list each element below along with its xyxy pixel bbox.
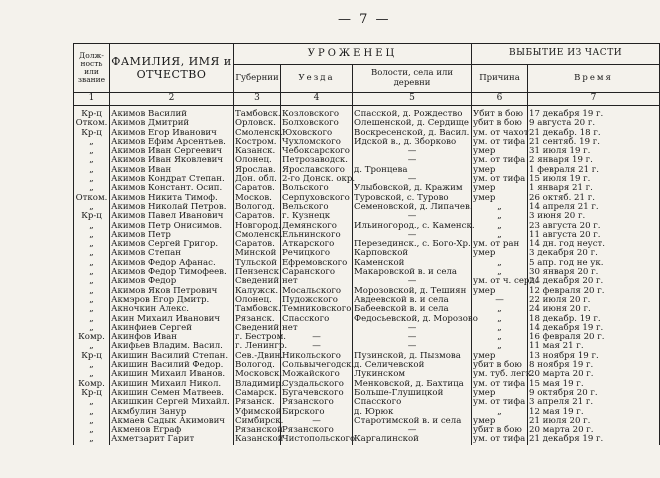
village-cell: Карповской bbox=[353, 249, 472, 258]
name-cell: Акишин Василий Федор. bbox=[110, 361, 234, 370]
reason-cell: ум. от тифа bbox=[472, 380, 528, 389]
name-cell: Акмаев Садык Акимович bbox=[110, 417, 234, 426]
reason-cell: „ bbox=[472, 408, 528, 417]
village-cell: Федосьевской, д. Морозово bbox=[354, 313, 478, 324]
reason-cell: умер bbox=[472, 194, 528, 203]
reason-cell: ум. от ч. серд. bbox=[473, 276, 538, 287]
rank-cell: Кр-ц bbox=[74, 129, 110, 138]
province-cell: Казанской bbox=[235, 434, 284, 445]
village-cell: Лукинском bbox=[353, 370, 472, 379]
province-cell: Самарск. bbox=[234, 389, 281, 398]
date-cell: 18 декабр. 19 г. bbox=[528, 315, 660, 324]
date-cell: 30 января 20 г. bbox=[528, 268, 660, 277]
name-cell: Акимов Яков Петрович bbox=[110, 287, 234, 296]
district-cell: Демянского bbox=[281, 222, 353, 231]
reason-cell: умер bbox=[472, 389, 528, 398]
province-cell: Саратов. bbox=[234, 212, 281, 221]
district-cell: — bbox=[281, 417, 353, 426]
date-cell: 14 дн. год неуст. bbox=[528, 240, 660, 249]
reason-cell: умер bbox=[472, 184, 528, 193]
reason-cell: „ bbox=[472, 324, 528, 333]
reason-cell: „ bbox=[472, 333, 528, 342]
date-cell: 1 февраля 21 г. bbox=[528, 166, 660, 175]
col-number: 2 bbox=[110, 93, 234, 106]
province-cell: Олонец. bbox=[234, 156, 281, 165]
village-cell: Олешенской, д. Сердище bbox=[353, 119, 472, 128]
name-cell: Акмбулин Занур bbox=[110, 408, 234, 417]
rank-cell: „ bbox=[74, 147, 110, 156]
table-row bbox=[74, 106, 660, 120]
province-cell: Пензенск. bbox=[235, 267, 282, 278]
district-cell: Вельского bbox=[281, 203, 353, 212]
rank-cell: „ bbox=[74, 175, 110, 184]
village-cell: Морозовской, д. Тешиян bbox=[353, 287, 472, 296]
village-cell: — bbox=[353, 324, 472, 333]
reason-cell: умер bbox=[472, 249, 528, 258]
date-cell: 5 апр. год не ук. bbox=[528, 259, 660, 268]
village-cell: Больше-Глушицкой bbox=[353, 389, 472, 398]
village-cell: Каменской bbox=[353, 259, 472, 268]
date-cell: 21 декабря 19 г. bbox=[528, 435, 660, 444]
province-cell: Олонец. bbox=[234, 296, 281, 305]
rank-cell: Кр-ц bbox=[74, 389, 110, 398]
name-cell: Акимов Кондрат Степан. bbox=[110, 175, 234, 184]
date-cell: 11 августа 20 г. bbox=[528, 231, 660, 240]
district-cell: Аткарского bbox=[281, 240, 353, 249]
rank-cell: „ bbox=[74, 342, 110, 351]
district-cell: Суздальского bbox=[281, 380, 353, 389]
name-cell: Акимов Петр Онисимов. bbox=[110, 222, 234, 231]
district-cell: Сольвычегодск. bbox=[282, 360, 355, 371]
rank-cell: Комр. bbox=[74, 333, 110, 342]
district-cell: Рязанского bbox=[281, 426, 353, 435]
village-cell: — bbox=[353, 175, 472, 184]
district-cell: Вольского bbox=[281, 184, 353, 193]
district-cell: Темниковского bbox=[282, 304, 352, 315]
rank-cell: „ bbox=[74, 156, 110, 165]
reason-cell: „ bbox=[472, 342, 528, 351]
reason-cell: умер bbox=[472, 417, 528, 426]
village-cell: д. Юрюк bbox=[353, 408, 472, 417]
date-cell: 16 февраля 20 г. bbox=[528, 333, 660, 342]
village-cell: Спасской, д. Рождество bbox=[353, 106, 472, 120]
col-number: 6 bbox=[472, 93, 528, 106]
province-cell: Орловск. bbox=[234, 119, 281, 128]
rank-cell: „ bbox=[74, 138, 110, 147]
reason-cell: „ bbox=[472, 222, 528, 231]
date-cell: 20 марта 20 г. bbox=[528, 370, 660, 379]
rank-cell: „ bbox=[74, 287, 110, 296]
name-cell: Акимов Федор Тимофеев. bbox=[110, 268, 234, 277]
date-cell: 24 июня 20 г. bbox=[528, 305, 660, 314]
village-cell: — bbox=[353, 333, 472, 342]
date-cell: 3 декабря 20 г. bbox=[528, 249, 660, 258]
name-cell: Акимов Иван Яковлевич bbox=[110, 156, 234, 165]
village-cell: Идской в., д. Зборково bbox=[353, 138, 472, 147]
header-rank: Долж-ность или звание bbox=[74, 44, 110, 93]
province-cell: Калужск. bbox=[234, 287, 281, 296]
reason-cell: умер bbox=[472, 352, 528, 361]
reason-cell: ум. от тифа bbox=[472, 175, 528, 184]
reason-cell: „ bbox=[472, 203, 528, 212]
rank-cell: „ bbox=[74, 435, 110, 444]
province-cell: Уфимской bbox=[235, 406, 282, 417]
rank-cell: „ bbox=[74, 231, 110, 240]
rank-cell: „ bbox=[74, 361, 110, 370]
rank-cell: „ bbox=[74, 398, 110, 407]
rank-cell: Комр. bbox=[74, 380, 110, 389]
rank-cell: „ bbox=[74, 259, 110, 268]
name-cell: Ахметзарит Гарит bbox=[110, 435, 234, 444]
date-cell: 15 июля 19 г. bbox=[528, 175, 660, 184]
rank-cell: „ bbox=[74, 426, 110, 435]
reason-cell: убит в бою bbox=[472, 119, 528, 128]
district-cell: Бугачевского bbox=[281, 389, 353, 398]
district-cell: Чебоксарского bbox=[281, 147, 353, 156]
date-cell: 24 декабря 20 г. bbox=[528, 277, 660, 286]
header-origin: УРОЖЕНЕЦ bbox=[234, 44, 472, 65]
date-cell: 12 февраля 20 г. bbox=[528, 287, 660, 296]
reason-cell: ум. от тифа bbox=[472, 398, 528, 407]
province-cell: Ярослав. bbox=[234, 166, 281, 175]
header-district: Уезда bbox=[281, 65, 353, 93]
date-cell: 22 июля 20 г. bbox=[528, 296, 660, 305]
name-cell: Акимов Иван Сергеевич bbox=[110, 147, 234, 156]
date-cell: 13 ноября 19 г. bbox=[528, 352, 660, 361]
col-number: 3 bbox=[234, 93, 281, 106]
name-cell: Акимов Степан bbox=[110, 249, 234, 258]
district-cell: нет bbox=[281, 324, 353, 333]
name-cell: Акишин Михаил Иванов. bbox=[110, 370, 234, 379]
village-cell: Ильиногород., с. Каменск. bbox=[354, 220, 475, 231]
village-cell: — bbox=[353, 231, 472, 240]
province-cell: Сведений bbox=[235, 322, 280, 333]
reason-cell: — bbox=[472, 296, 528, 305]
province-cell: г. Ленингр. bbox=[235, 341, 288, 352]
date-cell: 21 декабр. 18 г. bbox=[528, 129, 660, 138]
village-cell: — bbox=[353, 342, 472, 351]
district-cell: Пудожского bbox=[281, 296, 353, 305]
district-cell: г. Кузнецк bbox=[281, 212, 353, 221]
rank-cell: Отком. bbox=[74, 194, 110, 203]
reason-cell: ум. от тифа bbox=[472, 435, 528, 444]
province-cell: Рязанск. bbox=[234, 398, 281, 407]
reason-cell: умер bbox=[472, 147, 528, 156]
name-cell: Акифьев Владим. Васил. bbox=[110, 342, 234, 351]
register-table bbox=[73, 43, 660, 445]
reason-cell: ум. от тифа bbox=[472, 138, 528, 147]
village-cell: — bbox=[353, 277, 472, 286]
date-cell: 11 мая 21 г. bbox=[528, 342, 660, 351]
date-cell: 3 июня 20 г. bbox=[528, 212, 660, 221]
header-departure: ВЫБЫТИЕ ИЗ ЧАСТИ bbox=[472, 44, 660, 65]
village-cell: Перезединск., с. Бого-Хр. bbox=[354, 239, 471, 250]
rank-cell: „ bbox=[74, 203, 110, 212]
reason-cell: ум. туб. легк. bbox=[473, 369, 534, 380]
reason-cell: „ bbox=[472, 305, 528, 314]
reason-cell: „ bbox=[472, 315, 528, 324]
rank-cell: „ bbox=[74, 249, 110, 258]
province-cell: Смоленск. bbox=[235, 229, 283, 240]
rank-cell: „ bbox=[74, 240, 110, 249]
village-cell: Туровской, с. Турово bbox=[353, 194, 472, 203]
province-cell: Вологод. bbox=[234, 203, 281, 212]
name-cell: Акишин Михаил Никол. bbox=[110, 380, 234, 389]
name-cell: Акимов Сергей Григор. bbox=[110, 240, 234, 249]
reason-cell: ум. от ран bbox=[472, 240, 528, 249]
district-cell: Саранского bbox=[281, 268, 353, 277]
rank-cell: Кр-ц bbox=[74, 212, 110, 221]
name-cell: Акишин Василий Степан. bbox=[110, 352, 234, 361]
district-cell: Ефремовского bbox=[281, 259, 353, 268]
province-cell: Тамбовск. bbox=[235, 304, 281, 315]
rank-cell: „ bbox=[74, 370, 110, 379]
rank-cell: „ bbox=[74, 184, 110, 193]
district-cell: нет bbox=[281, 277, 353, 286]
district-cell: Петрозаводск. bbox=[281, 156, 353, 165]
reason-cell: убит в бою bbox=[472, 361, 528, 370]
reason-cell: ум. от чахот bbox=[473, 127, 529, 138]
rank-cell: „ bbox=[74, 296, 110, 305]
district-cell: Чистопольского bbox=[282, 434, 356, 445]
village-cell: Авдеевской в. и села bbox=[353, 296, 472, 305]
province-cell: Минской bbox=[234, 249, 281, 258]
province-cell: Казанск. bbox=[234, 147, 281, 156]
province-cell: Симбирск. bbox=[235, 415, 284, 426]
rank-cell: Отком. bbox=[74, 119, 110, 128]
date-cell: 23 августа 20 г. bbox=[528, 222, 660, 231]
date-cell: 12 мая 19 г. bbox=[528, 408, 660, 417]
village-cell: Менковской, д. Бахтица bbox=[353, 380, 472, 389]
name-cell: Акимов Констант. Осип. bbox=[110, 184, 234, 193]
name-cell: Акимов Егор Иванович bbox=[110, 129, 234, 138]
rank-cell: Кр-ц bbox=[74, 106, 110, 120]
reason-cell: „ bbox=[472, 231, 528, 240]
reason-cell: Убит в бою bbox=[472, 106, 528, 120]
village-cell: Спасского bbox=[353, 398, 472, 407]
village-cell: — bbox=[353, 212, 472, 221]
name-cell: Акмэров Егор Дмитр. bbox=[110, 296, 234, 305]
village-cell: — bbox=[353, 156, 472, 165]
district-cell: Ельнинского bbox=[281, 231, 353, 240]
col-number: 1 bbox=[74, 93, 110, 106]
reason-cell: умер bbox=[472, 166, 528, 175]
district-cell: Юховского bbox=[281, 129, 353, 138]
name-cell: Акимов Василий bbox=[110, 106, 234, 120]
reason-cell: умер bbox=[472, 287, 528, 296]
header-reason: Причина bbox=[472, 65, 528, 93]
date-cell: 14 декабря 19 г. bbox=[528, 324, 660, 333]
district-cell: Бирского bbox=[281, 408, 353, 417]
province-cell: Тамбовск. bbox=[234, 106, 281, 120]
date-cell: 8 ноября 19 г. bbox=[528, 361, 660, 370]
district-cell: Спасского bbox=[281, 315, 353, 324]
rank-cell: „ bbox=[74, 268, 110, 277]
district-cell: Болховского bbox=[281, 119, 353, 128]
name-cell: Акимов Иван bbox=[110, 166, 234, 175]
name-cell: Акимов Петр bbox=[110, 231, 234, 240]
village-cell: Пузинской, д. Пызмова bbox=[353, 352, 472, 361]
name-cell: Акимов Федор bbox=[110, 277, 234, 286]
province-cell: Владимир. bbox=[235, 378, 284, 389]
village-cell: Семеновской, д. Липачев. bbox=[354, 201, 473, 212]
district-cell: Речицкого bbox=[281, 249, 353, 258]
date-cell: 17 декабря 19 г. bbox=[528, 106, 660, 120]
district-cell: 2-го Донск. окр. bbox=[282, 174, 356, 185]
date-cell: 9 октября 20 г. bbox=[528, 389, 660, 398]
date-cell: 3 апреля 21 г. bbox=[528, 398, 660, 407]
date-cell: 2 января 19 г. bbox=[528, 156, 660, 165]
province-cell: Саратов. bbox=[234, 184, 281, 193]
province-cell: г. Бестром. bbox=[235, 332, 287, 343]
date-cell: 20 марта 20 г. bbox=[528, 426, 660, 435]
province-cell: Сев.-Двин. bbox=[235, 350, 284, 361]
name-cell: Акимов Федор Афанас. bbox=[110, 259, 234, 268]
province-cell: Вологод. bbox=[234, 361, 281, 370]
name-cell: Акимов Николай Петров. bbox=[110, 203, 234, 212]
date-cell: 1 января 21 г. bbox=[528, 184, 660, 193]
district-cell: Никольского bbox=[281, 352, 353, 361]
date-cell: 31 июля 19 г. bbox=[528, 147, 660, 156]
province-cell: Саратов. bbox=[234, 240, 281, 249]
reason-cell: „ bbox=[472, 212, 528, 221]
date-cell: 21 июля 20 г. bbox=[528, 417, 660, 426]
district-cell: — bbox=[281, 333, 353, 342]
village-cell: Улыбовской, д. Кражим bbox=[353, 184, 472, 193]
date-cell: 15 мая 19 г. bbox=[528, 380, 660, 389]
header-fio: ФАМИЛИЯ, ИМЯ и ОТЧЕСТВО bbox=[110, 44, 234, 93]
rank-cell: „ bbox=[74, 324, 110, 333]
name-cell: Акинфов Иван bbox=[110, 333, 234, 342]
name-cell: Акимов Никита Тимоф. bbox=[110, 194, 234, 203]
date-cell: 14 апреля 21 г. bbox=[528, 203, 660, 212]
name-cell: Акинфиев Сергей bbox=[110, 324, 234, 333]
district-cell: Можайского bbox=[281, 370, 353, 379]
province-cell: Рязанск. bbox=[234, 315, 281, 324]
register-rows bbox=[74, 106, 660, 445]
province-cell: Рязанской bbox=[235, 425, 283, 436]
page-number: — 7 — bbox=[338, 12, 391, 27]
village-cell: Каргалинской bbox=[353, 435, 472, 444]
village-cell: — bbox=[353, 426, 472, 435]
rank-cell: „ bbox=[74, 166, 110, 175]
name-cell: Акишкин Сергей Михайл. bbox=[110, 398, 234, 407]
village-cell: Бабеевской в. и села bbox=[353, 305, 472, 314]
province-cell: Тульской bbox=[234, 259, 281, 268]
district-cell: Чухломского bbox=[281, 138, 353, 147]
col-number: 7 bbox=[528, 93, 660, 106]
rank-cell: „ bbox=[74, 315, 110, 324]
name-cell: Акишин Семен Матвеев. bbox=[110, 389, 234, 398]
district-cell: — bbox=[281, 342, 353, 351]
district-cell: Серпуховского bbox=[281, 194, 353, 203]
village-cell: — bbox=[353, 147, 472, 156]
province-cell: Смоленск. bbox=[235, 127, 283, 138]
district-cell: Козловского bbox=[281, 106, 353, 120]
province-cell: Сведений bbox=[235, 276, 280, 287]
village-cell: Воскресенской, д. Васил. bbox=[353, 129, 472, 138]
name-cell: Акночкин Алекс. bbox=[110, 305, 234, 314]
date-cell: 9 августа 20 г. bbox=[528, 119, 660, 128]
table-row bbox=[74, 435, 660, 444]
rank-cell: „ bbox=[74, 277, 110, 286]
reason-cell: ум. от тифа bbox=[472, 156, 528, 165]
reason-cell: „ bbox=[472, 268, 528, 277]
district-cell: Рязанского bbox=[281, 398, 353, 407]
date-cell: 26 октяб. 21 г. bbox=[528, 194, 660, 203]
district-cell: Ярославского bbox=[281, 166, 353, 175]
rank-cell: „ bbox=[74, 305, 110, 314]
province-cell: Москов. bbox=[234, 194, 281, 203]
date-cell: 21 сентяб. 19 г. bbox=[528, 138, 660, 147]
district-cell: Мосальского bbox=[281, 287, 353, 296]
name-cell: Акимов Павел Иванович bbox=[110, 212, 234, 221]
village-cell: Старотимской в. и села bbox=[353, 417, 472, 426]
rank-cell: Кр-ц bbox=[74, 352, 110, 361]
name-cell: Акменов Еграф bbox=[110, 426, 234, 435]
province-cell: Дон. обл. bbox=[234, 175, 281, 184]
province-cell: Костром. bbox=[234, 138, 281, 147]
name-cell: Акимов Ефим Арсентьев. bbox=[110, 138, 234, 147]
rank-cell: „ bbox=[74, 417, 110, 426]
name-cell: Акин Михаил Иванович bbox=[110, 315, 234, 324]
village-cell: д. Тронцева bbox=[353, 166, 472, 175]
header-time: Время bbox=[528, 65, 660, 93]
rank-cell: „ bbox=[74, 408, 110, 417]
province-cell: Московск. bbox=[235, 369, 283, 380]
reason-cell: убит в бою bbox=[472, 426, 528, 435]
village-cell: д. Селичевской bbox=[353, 361, 472, 370]
header-village: Волости, села или деревни bbox=[353, 65, 472, 93]
header-province: Губернии bbox=[234, 65, 281, 93]
name-cell: Акимов Дмитрий bbox=[110, 119, 234, 128]
province-cell: Новгород. bbox=[235, 220, 281, 231]
col-number: 4 bbox=[281, 93, 353, 106]
reason-cell: „ bbox=[472, 259, 528, 268]
rank-cell: „ bbox=[74, 222, 110, 231]
col-number: 5 bbox=[353, 93, 472, 106]
village-cell: Макаровской в. и села bbox=[353, 268, 472, 277]
